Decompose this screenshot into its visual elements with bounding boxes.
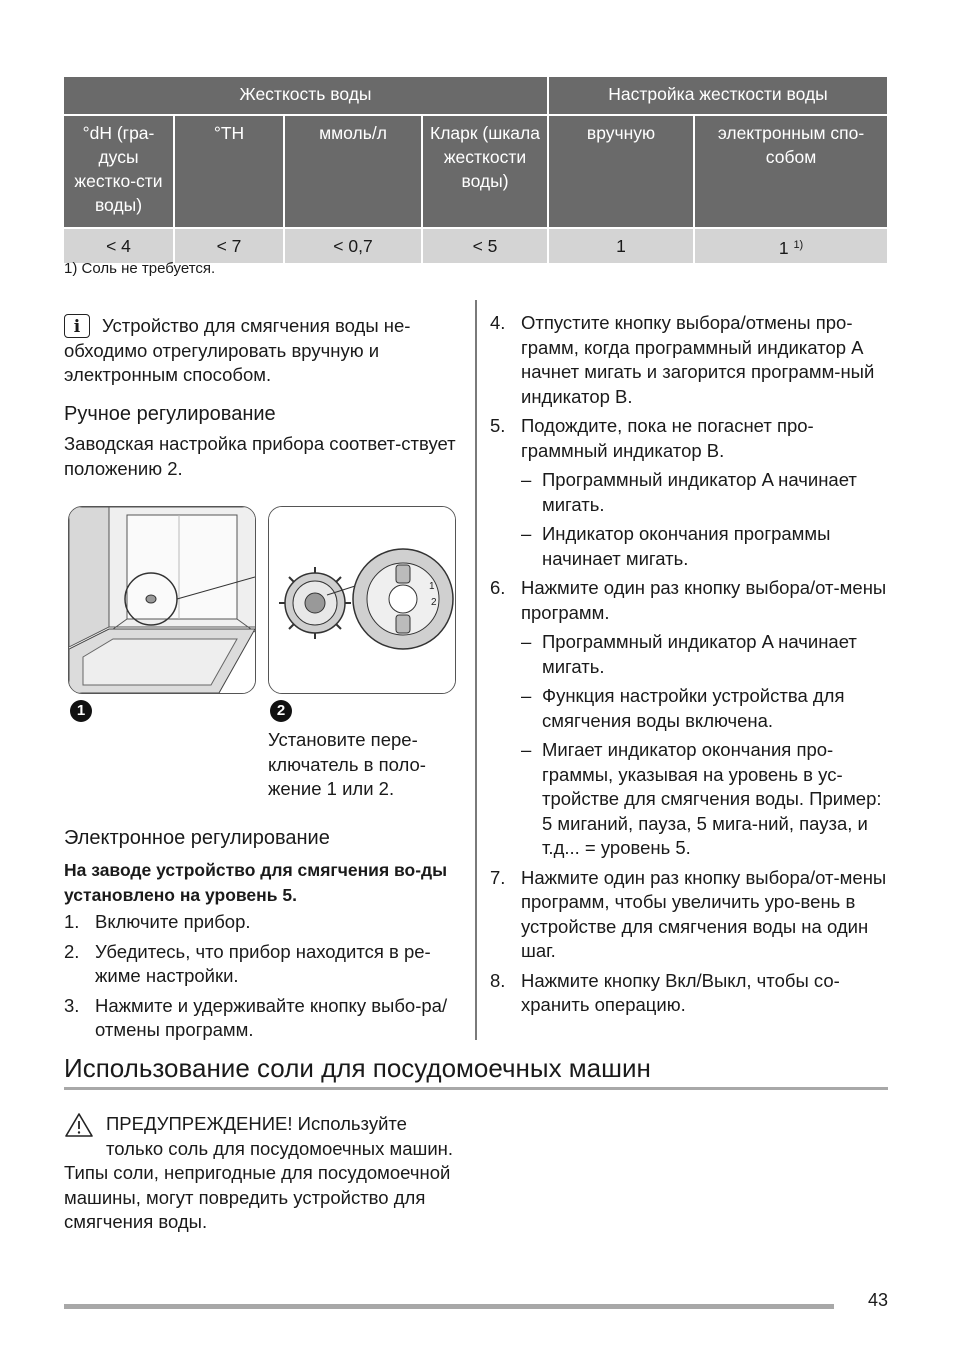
list-item (490, 866, 892, 964)
step-number: 2. (64, 940, 80, 962)
step-number: 3. (64, 994, 80, 1016)
warning-text: Используйте только соль для посудомоечных машин. Типы соли, непригодные для посудомоечной машины, могут повредить устройство для смягчения воды. (64, 1113, 454, 1232)
steps-left (64, 910, 464, 1048)
steps-right (490, 311, 892, 1023)
step-text: Нажмите и удерживайте кнопку выбо-ра/отмены программ. (95, 994, 448, 1040)
sub-item-text: Индикатор окончания программы начинает мигать. (542, 523, 831, 569)
cell-manual: 1 (548, 228, 694, 263)
header-manual: вручную (548, 115, 694, 228)
svg-text:1: 1 (429, 581, 435, 592)
footnote-ref: 1) (793, 238, 804, 251)
step-text: Нажмите один раз кнопку выбора/от-мены программ, чтобы увеличить уро-вень в устройстве для смягчения воды на один шаг. (521, 866, 887, 961)
figure-2-caption: Установите пере-ключатель в поло-жение 1 или 2. (268, 729, 426, 799)
step-text: Отпустите кнопку выбора/отмены про-грамм, когда программный индикатор A начнет мигать и загорится программ-ный индикатор B. (521, 312, 875, 407)
sub-list-item (490, 630, 892, 679)
header-clark: Кларк (шкала жесткости воды) (422, 115, 548, 228)
warning-label: ПРЕДУПРЕЖДЕНИЕ! (106, 1113, 293, 1134)
sub-list-item (490, 522, 892, 571)
header-electronic: электронным спо-собом (694, 115, 887, 228)
warning-triangle-icon (64, 1112, 94, 1138)
manual-heading: Ручное регулирование (64, 403, 276, 425)
water-softener-selector-illustration (268, 506, 456, 694)
info-icon: i (64, 314, 90, 338)
manual-text: Заводская настройка прибора соответ-ствует положению 2. (64, 433, 456, 479)
sub-item-text: Программный индикатор A начинает мигать. (542, 631, 857, 677)
header-dh: °dH (гра-дусы жестко-сти воды) (64, 115, 174, 228)
electronic-heading: Электронное регулирование (64, 827, 330, 849)
step-text: Включите прибор. (95, 911, 251, 932)
table-footnote: 1) Соль не требуется. (64, 260, 216, 277)
step-text: Нажмите кнопку Вкл/Выкл, чтобы со-хранить операцию. (521, 969, 840, 1015)
sub-list-item (490, 738, 892, 861)
header-mmol: ммоль/л (284, 115, 422, 228)
step-number: 1. (64, 911, 80, 932)
step-number: 5. (490, 415, 506, 436)
list-item (64, 940, 464, 989)
dash-bullet: – (521, 469, 532, 490)
dash-bullet: – (521, 685, 532, 706)
sub-list-item (490, 468, 892, 517)
cell-dh: < 4 (64, 228, 174, 263)
header-water-hardness: Жесткость воды (64, 77, 548, 115)
cell-mmol: < 0,7 (284, 228, 422, 263)
salt-section-title: Использование соли для посудомоечных машин (64, 1052, 888, 1090)
svg-text:2: 2 (431, 597, 437, 608)
cell-electronic (694, 228, 887, 263)
list-item (490, 969, 892, 1018)
sub-item-text: Мигает индикатор окончания про-граммы, указывая на уровень в ус-тройстве для смягчения воды. Пример: 5 миганий, пауза, 5 мига-ний, пауза, и т.д... = уровень 5. (542, 739, 882, 858)
info-text: Устройство для смягчения воды не-обходимо отрегулировать вручную и электронным способом. (64, 315, 411, 385)
step-text: Убедитесь, что прибор находится в ре-жиме настройки. (95, 940, 431, 986)
dash-bullet: – (521, 523, 532, 544)
sub-item-text: Программный индикатор A начинает мигать. (542, 469, 857, 515)
step-number: 6. (490, 577, 506, 598)
step-text: Подождите, пока не погаснет про-граммный индикатор B. (521, 415, 814, 461)
step-text: Нажмите один раз кнопку выбора/от-мены программ. (521, 577, 887, 623)
footer-rule (64, 1304, 834, 1309)
dash-bullet: – (521, 631, 532, 652)
cell-th: < 7 (174, 228, 284, 263)
step-number: 8. (490, 969, 506, 991)
sub-item-text: Функция настройки устройства для смягчения воды включена. (542, 685, 845, 731)
dash-bullet: – (521, 739, 532, 760)
sub-list-item (490, 684, 892, 733)
header-th: °TH (174, 115, 284, 228)
water-hardness-table (64, 77, 887, 263)
step-number: 7. (490, 866, 506, 888)
warning-note (64, 1112, 466, 1235)
cell-clark: < 5 (422, 228, 548, 263)
electronic-factory-note: На заводе устройство для смягчения во-ды установлено на уровень 5. (64, 860, 448, 905)
step-number: 4. (490, 312, 506, 333)
column-divider (475, 300, 477, 1040)
cell-electronic-value: 1 (778, 237, 789, 258)
list-item (490, 576, 892, 625)
table-row (64, 228, 887, 263)
list-item (490, 311, 892, 409)
list-item (490, 414, 892, 463)
dishwasher-illustration (68, 506, 256, 694)
header-hardness-setting: Настройка жесткости воды (548, 77, 887, 115)
page-number: 43 (868, 1290, 889, 1310)
list-item (64, 910, 464, 935)
figure-2-number: 2 (270, 700, 292, 722)
list-item (64, 994, 464, 1043)
figure-1-number: 1 (70, 700, 92, 722)
info-note (64, 314, 464, 388)
